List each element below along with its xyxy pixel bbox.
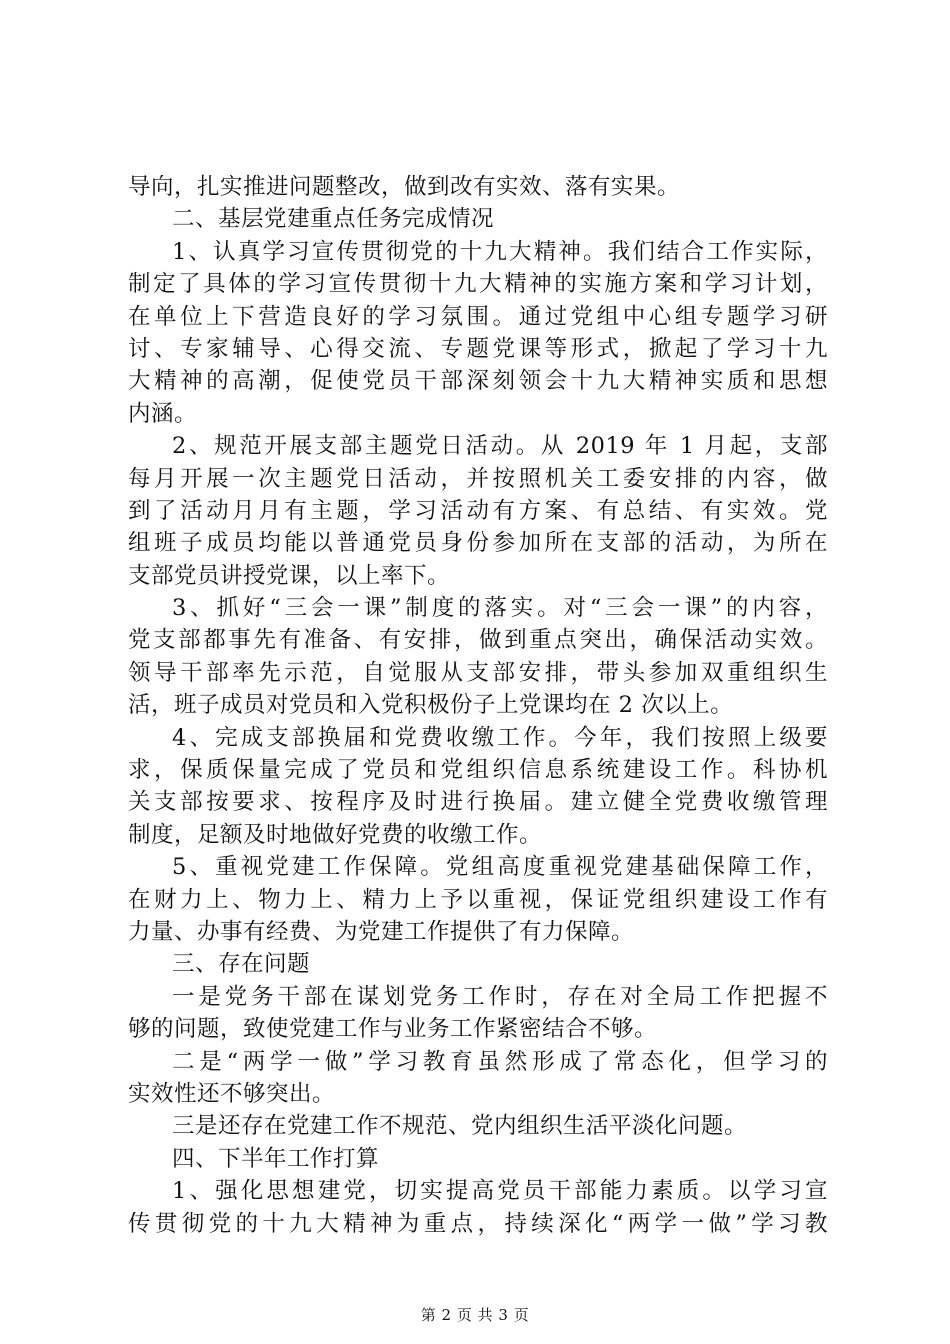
text-line: 制度，足额及时地做好党费的收缴工作。 — [128, 821, 543, 848]
page-footer: 第 2 页 共 3 页 — [420, 1306, 530, 1324]
text-line: 领导干部率先示范，自觉服从支部安排，带头参加双重组织生 — [128, 659, 828, 686]
text-line: 制定了具体的学习宣传贯彻十九大精神的实施方案和学习计划， — [128, 271, 828, 298]
text-line: 关支部按要求、按程序及时进行换届。建立健全党费收缴管理 — [128, 789, 828, 816]
text-line: 导向，扎实推进问题整改，做到改有实效、落有实果。 — [128, 174, 681, 200]
text-line: 1、认真学习宣传贯彻党的十九大精神。我们结合工作实际， — [172, 238, 828, 265]
text-line: 到了活动月月有主题，学习活动有方案、有总结、有实效。党 — [128, 497, 828, 524]
text-line: 支部党员讲授党课，以上率下。 — [128, 562, 451, 589]
text-line: 党支部都事先有准备、有安排，做到重点突出，确保活动实效。 — [128, 627, 828, 654]
text-line: 在财力上、物力上、精力上予以重视，保证党组织建设工作有 — [128, 886, 828, 913]
text-line: 在单位上下营造良好的学习氛围。通过党组中心组专题学习研 — [128, 303, 828, 330]
text-line: 内涵。 — [128, 400, 198, 427]
text-line: 二是“两学一做”学习教育虽然形成了常态化，但学习的 — [172, 1048, 828, 1075]
text-line: 传贯彻党的十九大精神为重点，持续深化“两学一做”学习教 — [128, 1210, 828, 1237]
text-line: 够的问题，致使党建工作与业务工作紧密结合不够。 — [128, 1016, 658, 1043]
text-line: 活，班子成员对党员和入党积极份子上党课均在 2 次以上。 — [128, 692, 734, 719]
text-line: 组班子成员均能以普通党员身份参加所在支部的活动，为所在 — [128, 530, 828, 557]
text-line: 二、基层党建重点任务完成情况 — [172, 206, 495, 233]
text-line: 5、重视党建工作保障。党组高度重视党建基础保障工作， — [172, 854, 828, 881]
text-line: 2、规范开展支部主题党日活动。从 2019 年 1 月起，支部 — [172, 433, 828, 460]
text-line: 大精神的高潮，促使党员干部深刻领会十九大精神实质和思想 — [128, 368, 828, 395]
text-line: 四、下半年工作打算 — [172, 1145, 380, 1172]
text-line: 4、完成支部换届和党费收缴工作。今年，我们按照上级要 — [172, 724, 828, 751]
document-body — [128, 171, 828, 1240]
text-line: 求，保质保量完成了党员和党组织信息系统建设工作。科协机 — [128, 757, 828, 784]
text-line: 实效性还不够突出。 — [128, 1080, 336, 1107]
text-line: 讨、专家辅导、心得交流、专题党课等形式，掀起了学习十九 — [128, 335, 828, 362]
text-line: 力量、办事有经费、为党建工作提供了有力保障。 — [128, 918, 635, 945]
text-line: 3、抓好“三会一课”制度的落实。对“三会一课”的内容， — [172, 595, 828, 622]
text-line: 1、强化思想建党，切实提高党员干部能力素质。以学习宣 — [172, 1178, 828, 1205]
text-line: 三是还存在党建工作不规范、党内组织生活平淡化问题。 — [172, 1113, 748, 1140]
text-line: 三、存在问题 — [172, 951, 311, 978]
text-line: 一是党务干部在谋划党务工作时，存在对全局工作把握不 — [172, 983, 828, 1010]
text-line: 每月开展一次主题党日活动，并按照机关工委安排的内容，做 — [128, 465, 828, 492]
